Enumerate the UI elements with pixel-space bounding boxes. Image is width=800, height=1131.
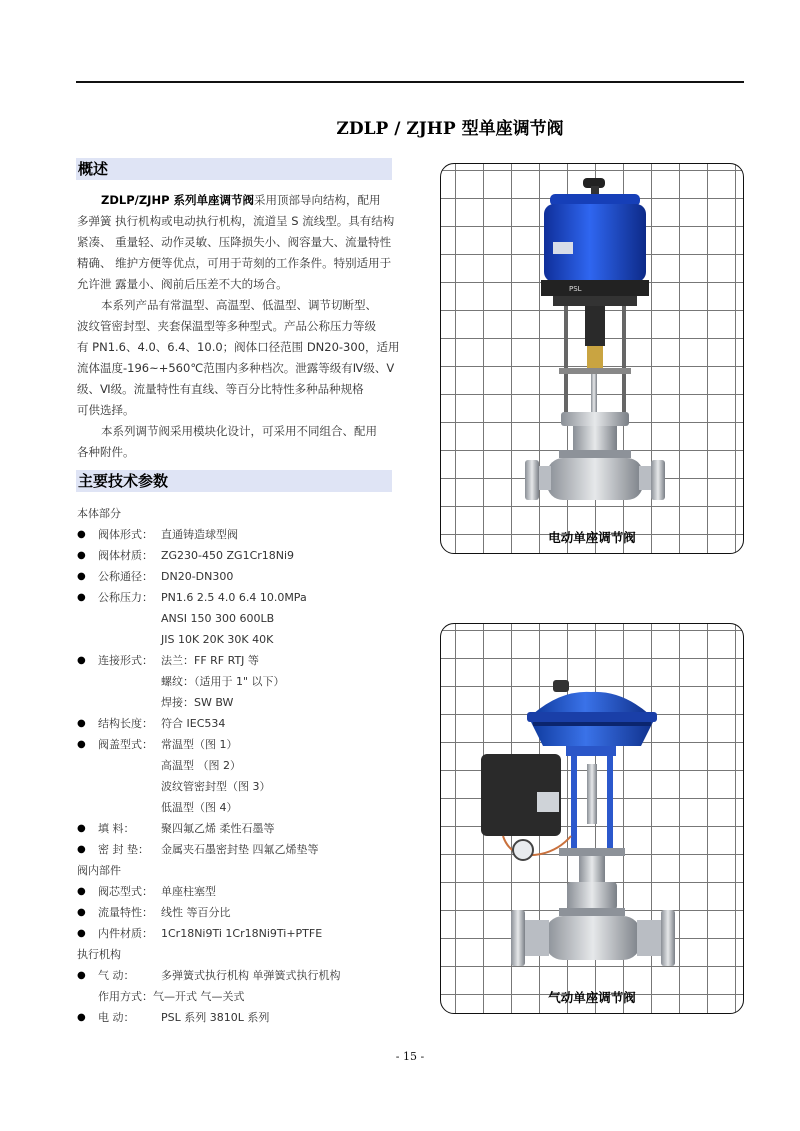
spec-value: 波纹管密封型（图 3） [161,780,271,793]
spec-value: 聚四氟乙烯 柔性石墨等 [161,822,275,835]
spec-group-heading: 执行机构 [77,948,121,961]
spec-item [77,587,407,608]
spec-value: PN1.6 2.5 4.0 6.4 10.0MPa [161,591,307,604]
spec-item [77,986,407,1007]
spec-item [77,923,407,944]
spec-value: 焊接：SW BW [161,696,234,709]
page-title: ZDLP / ZJHP 型单座调节阀 [336,119,564,139]
spec-label: 公称通径： [98,570,153,583]
spec-label: 内件材质： [98,927,153,940]
section-heading-overview: 概述 [76,158,392,180]
spec-item [77,776,407,797]
bullet-icon: ● [77,844,86,855]
bullet-icon: ● [77,886,86,897]
overview-lead: ZDLP/ZJHP 系列单座调节阀 [101,193,255,207]
spec-item [77,734,407,755]
figure-electric-valve [440,163,744,554]
spec-label: 阀芯型式： [98,885,153,898]
spec-label: 结构长度： [98,717,153,730]
spec-value: 作用方式：气—开式 气—关式 [98,990,245,1003]
spec-label: 阀体形式： [98,528,153,541]
spec-item [77,608,407,629]
spec-value: 高温型 （图 2） [161,759,241,772]
spec-value: 1Cr18Ni9Ti 1Cr18Ni9Ti+PTFE [161,927,323,940]
spec-item [77,629,407,650]
spec-label: 阀体材质： [98,549,153,562]
figure-pneumatic-valve [440,623,744,1014]
section-heading-specs: 主要技术参数 [76,470,392,492]
spec-value: JIS 10K 20K 30K 40K [161,633,274,646]
spec-item [77,650,407,671]
spec-label: 流量特性： [98,906,153,919]
spec-item [77,839,407,860]
pneumatic-valve-illustration [441,624,743,1013]
spec-item [77,902,407,923]
actuator-badge: PSL [569,285,582,293]
spec-item [77,545,407,566]
page-number: - 15 - [395,1050,425,1063]
spec-label: 气 动： [98,969,135,982]
overview-paragraph: ZDLP/ZJHP 系列单座调节阀采用顶部导向结构，配用 多弹簧 执行机构或电动执行机构，流道呈 S 流线型。具有结构 紧凑、 重量轻、动作灵敏、压降损失小、阀容量大、流量特性 精确、 维护方便等优点，可用于苛刻的工作条件。特别适用于 允许泄 露量小、阀前后压差不大的场合。 本系列产品有常温型、高温型、低温型、调节切断型、 波纹管密封型、夹套保温型等多种型式。产品公称压力等级 有 PN1.6、4.0、6.4、10.0；阀体口径范围 DN20-300，适用 流体温度-196~+560℃范围内多种档次。泄露等级有Ⅳ级、V 级、Ⅵ级。流量特性有直线、等百分比特性多种品种规格 可供选择。 本系列调节阀采用模块化设计，可采用不同组合、配用 各种附件。 [77,193,400,459]
spec-value: ANSI 150 300 600LB [161,612,275,625]
spec-list [77,503,407,1028]
spec-item [77,1007,407,1028]
spec-item [77,965,407,986]
figure-caption-electric: 电动单座调节阀 [548,530,636,545]
spec-label: 电 动： [98,1011,135,1024]
spec-item [77,671,407,692]
spec-value: DN20-DN300 [161,570,234,583]
bullet-icon: ● [77,739,86,750]
spec-label: 公称压力： [98,591,153,604]
spec-label: 密 封 垫： [98,843,149,856]
spec-value: 常温型（图 1） [161,738,238,751]
bullet-icon: ● [77,823,86,834]
bullet-icon: ● [77,655,86,666]
spec-label: 填 料： [98,822,135,835]
spec-value: 单座柱塞型 [161,885,216,898]
bullet-icon: ● [77,592,86,603]
bullet-icon: ● [77,1012,86,1023]
spec-label: 阀盖型式： [98,738,153,751]
spec-value: 直通铸造球型阀 [161,528,238,541]
spec-group-heading: 本体部分 [77,507,121,520]
spec-item [77,755,407,776]
spec-item [77,881,407,902]
spec-value: 符合 IEC534 [161,717,226,730]
electric-valve-illustration [441,164,743,553]
spec-item [77,692,407,713]
spec-group-heading: 阀内部件 [77,864,121,877]
spec-value: 金属夹石墨密封垫 四氟乙烯垫等 [161,843,319,856]
bullet-icon: ● [77,550,86,561]
spec-item [77,566,407,587]
bullet-icon: ● [77,529,86,540]
spec-item [77,713,407,734]
spec-value: 法兰：FF RF RTJ 等 [161,654,259,667]
spec-item [77,797,407,818]
spec-value: ZG230-450 ZG1Cr18Ni9 [161,549,295,562]
spec-value: 低温型（图 4） [161,801,238,814]
spec-item [77,524,407,545]
spec-value: 多弹簧式执行机构 单弹簧式执行机构 [161,969,341,982]
bullet-icon: ● [77,970,86,981]
bullet-icon: ● [77,928,86,939]
figure-caption-pneumatic: 气动单座调节阀 [548,990,636,1005]
bullet-icon: ● [77,571,86,582]
bullet-icon: ● [77,907,86,918]
header-rule [76,81,744,83]
bullet-icon: ● [77,718,86,729]
spec-value: 线性 等百分比 [161,906,231,919]
spec-value: 螺纹：（适用于 1" 以下） [161,675,285,688]
spec-value: PSL 系列 3810L 系列 [161,1011,270,1024]
spec-label: 连接形式： [98,654,153,667]
spec-item [77,818,407,839]
